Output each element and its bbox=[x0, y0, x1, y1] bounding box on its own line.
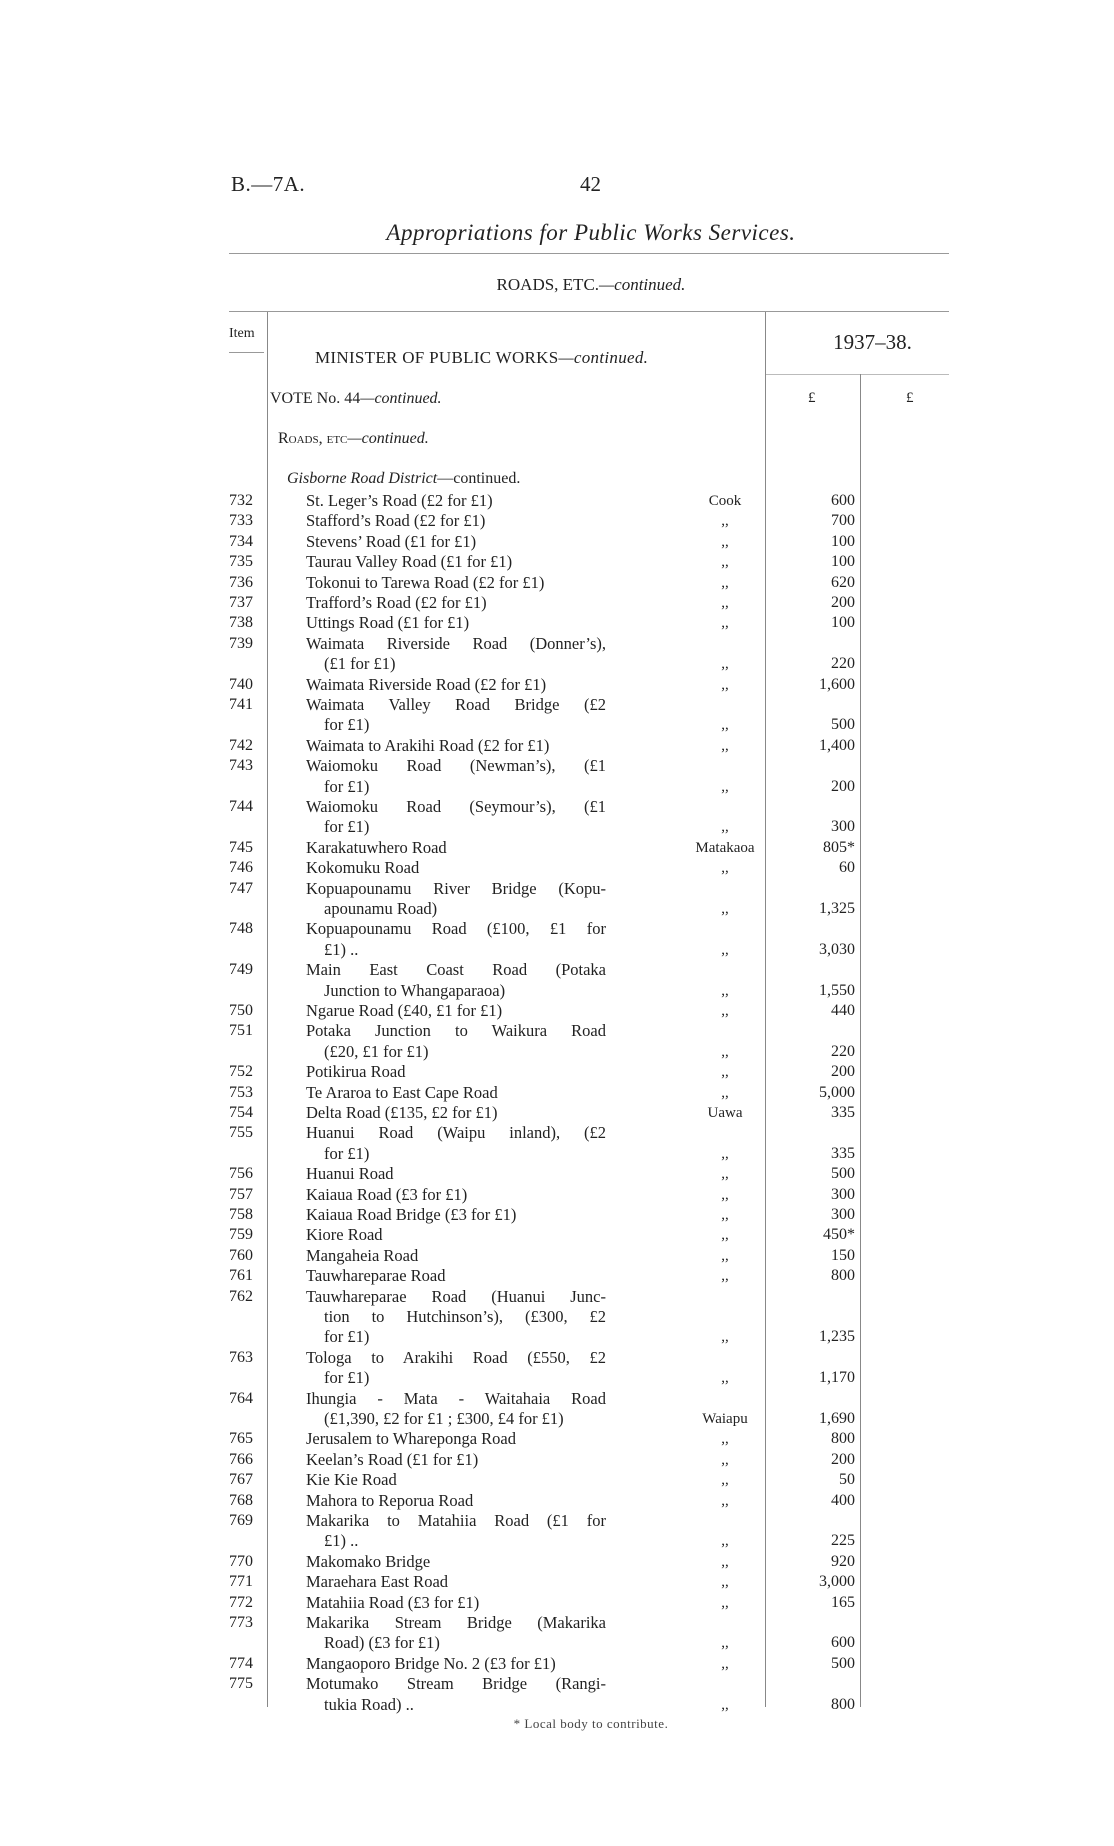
amount: 1,235 bbox=[819, 1328, 855, 1346]
description-line: Waimata to Arakihi Road (£2 for £1) bbox=[306, 735, 550, 755]
description-line: Tauwhareparae Road (Huanui Junc- bbox=[306, 1286, 606, 1306]
item-number: 770 bbox=[229, 1552, 253, 1570]
county: ,, bbox=[721, 778, 729, 795]
item-number: 739 bbox=[229, 634, 253, 652]
county: ,, bbox=[721, 1370, 729, 1387]
county: ,, bbox=[721, 737, 729, 754]
item-description bbox=[306, 1287, 606, 1348]
item-number: 758 bbox=[229, 1206, 253, 1223]
item-description bbox=[306, 1450, 606, 1470]
county: ,, bbox=[721, 1431, 729, 1448]
county: ,, bbox=[721, 1553, 729, 1570]
item-description bbox=[306, 879, 606, 920]
description-line: tion to Hutchinson’s), (£300, £2 bbox=[324, 1306, 606, 1326]
amount: 165 bbox=[831, 1593, 855, 1611]
description-line: St. Leger’s Road (£2 for £1) bbox=[306, 491, 493, 510]
item-number: 749 bbox=[229, 961, 253, 979]
description-line: tukia Road) .. bbox=[324, 1694, 414, 1714]
amount: 600 bbox=[831, 492, 855, 509]
title-rule bbox=[229, 253, 949, 254]
item-description bbox=[306, 736, 606, 756]
amount: 200 bbox=[831, 1450, 855, 1468]
item-number: 748 bbox=[229, 920, 253, 938]
item-number: 769 bbox=[229, 1512, 253, 1529]
amount: 100 bbox=[831, 553, 855, 571]
description-line: Makarika Stream Bridge (Makarika bbox=[306, 1613, 606, 1632]
description-line: Potaka Junction to Waikura Road bbox=[306, 1021, 606, 1041]
description-line: for £1) bbox=[324, 1368, 370, 1388]
item-description bbox=[306, 1001, 606, 1021]
description-line: Maraehara East Road bbox=[306, 1572, 449, 1592]
description-line: for £1) bbox=[324, 817, 370, 837]
item-number: 767 bbox=[229, 1471, 253, 1489]
roads-suffix: —continued. bbox=[347, 430, 429, 447]
description-line: Keelan’s Road (£1 for £1) bbox=[306, 1449, 479, 1469]
item-description bbox=[306, 1552, 606, 1572]
county: ,, bbox=[721, 656, 729, 673]
amount: 1,325 bbox=[819, 900, 855, 917]
county: ,, bbox=[721, 1084, 729, 1101]
item-description bbox=[306, 634, 606, 675]
county: ,, bbox=[721, 819, 729, 836]
county: Uawa bbox=[707, 1105, 743, 1121]
county: ,, bbox=[721, 1247, 729, 1264]
county: ,, bbox=[721, 1533, 729, 1550]
item-description bbox=[306, 532, 606, 552]
amount: 100 bbox=[831, 532, 855, 550]
item-number: 736 bbox=[229, 573, 253, 591]
footnote: * Local body to contribute. bbox=[513, 1716, 669, 1731]
description-line: Tologa to Arakihi Road (£550, £2 bbox=[306, 1347, 606, 1367]
item-description bbox=[306, 1389, 606, 1430]
roads-subheading bbox=[278, 430, 429, 448]
amount: 3,030 bbox=[819, 940, 855, 958]
item-number: 746 bbox=[229, 859, 253, 877]
description-line: Kopuapounamu Road (£100, £1 for bbox=[306, 919, 606, 939]
amount: 335 bbox=[831, 1144, 855, 1162]
county: ,, bbox=[721, 1227, 729, 1244]
amount: 1,400 bbox=[819, 736, 855, 754]
description-line: Waimata Valley Road Bridge (£2 bbox=[306, 695, 606, 714]
description-line: Kie Kie Road bbox=[306, 1470, 397, 1490]
roads-label: Roads, etc bbox=[278, 430, 348, 447]
item-number: 762 bbox=[229, 1287, 253, 1305]
item-description bbox=[306, 797, 606, 838]
item-number: 756 bbox=[229, 1165, 253, 1183]
item-number: 740 bbox=[229, 675, 253, 693]
item-description bbox=[306, 1205, 606, 1225]
description-line: Kaiaua Road Bridge (£3 for £1) bbox=[306, 1205, 517, 1224]
item-description bbox=[306, 593, 606, 613]
description-line: Main East Coast Road (Potaka bbox=[306, 960, 606, 980]
table-top-rule bbox=[229, 311, 949, 312]
year-column-header: 1937–38. bbox=[833, 330, 912, 354]
pound-column-2: £ bbox=[906, 390, 914, 406]
item-number: 745 bbox=[229, 838, 253, 856]
description-line: Delta Road (£135, £2 for £1) bbox=[306, 1103, 498, 1122]
amount: 700 bbox=[831, 512, 855, 530]
item-description bbox=[306, 511, 606, 531]
amount: 1,600 bbox=[819, 675, 855, 693]
amount: 800 bbox=[831, 1695, 855, 1713]
item-description bbox=[306, 1062, 606, 1082]
county: Waiapu bbox=[702, 1411, 748, 1427]
item-number: 759 bbox=[229, 1226, 253, 1244]
county: ,, bbox=[721, 1003, 729, 1019]
description-line: Makomako Bridge bbox=[306, 1551, 431, 1571]
amount: 1,170 bbox=[819, 1369, 855, 1387]
county: ,, bbox=[721, 1492, 729, 1509]
amount: 600 bbox=[831, 1634, 855, 1652]
year-header-rule bbox=[765, 374, 949, 375]
item-description bbox=[306, 695, 606, 736]
description-line: Uttings Road (£1 for £1) bbox=[306, 613, 470, 633]
description-line: Stafford’s Road (£2 for £1) bbox=[306, 511, 486, 531]
description-line: Taurau Valley Road (£1 for £1) bbox=[306, 552, 513, 572]
amount: 60 bbox=[839, 859, 855, 877]
item-number: 755 bbox=[229, 1124, 253, 1142]
page-title: Appropriations for Public Works Services. bbox=[386, 220, 796, 245]
minister-label: MINISTER OF PUBLIC WORKS bbox=[315, 348, 559, 367]
amount: 100 bbox=[831, 614, 855, 632]
item-number: 735 bbox=[229, 553, 253, 571]
item-number: 765 bbox=[229, 1430, 253, 1448]
description-line: £1) .. bbox=[324, 1531, 359, 1551]
item-description bbox=[306, 919, 606, 960]
item-number: 750 bbox=[229, 1002, 253, 1019]
amount: 1,690 bbox=[819, 1410, 855, 1427]
item-number: 772 bbox=[229, 1593, 253, 1611]
amount: 150 bbox=[831, 1246, 855, 1264]
description-line: Te Araroa to East Cape Road bbox=[306, 1082, 498, 1102]
county: ,, bbox=[721, 595, 729, 611]
description-line: Potikirua Road bbox=[306, 1062, 406, 1082]
amount: 920 bbox=[831, 1552, 855, 1570]
county: ,, bbox=[721, 676, 729, 693]
description-line: Waimata Riverside Road (£2 for £1) bbox=[306, 674, 547, 694]
county: ,, bbox=[721, 1635, 729, 1652]
description-line: Waimata Riverside Road (Donner’s), bbox=[306, 633, 606, 653]
item-description bbox=[306, 1348, 606, 1389]
county: ,, bbox=[721, 513, 729, 530]
item-number: 763 bbox=[229, 1348, 253, 1366]
item-number: 742 bbox=[229, 736, 253, 754]
description-line: Makarika to Matahiia Road (£1 for bbox=[306, 1511, 606, 1530]
item-description bbox=[306, 1266, 606, 1286]
item-description bbox=[306, 1246, 606, 1266]
description-line: Tokonui to Tarewa Road (£2 for £1) bbox=[306, 572, 545, 592]
amount: 1,550 bbox=[819, 981, 855, 999]
item-description bbox=[306, 1572, 606, 1592]
county: ,, bbox=[721, 554, 729, 571]
item-description bbox=[306, 1511, 606, 1552]
vote-heading bbox=[270, 390, 442, 408]
county: ,, bbox=[721, 717, 729, 734]
description-line: Huanui Road bbox=[306, 1164, 394, 1184]
item-number: 751 bbox=[229, 1022, 253, 1040]
section-suffix: —continued. bbox=[599, 275, 686, 294]
description-line: Trafford’s Road (£2 for £1) bbox=[306, 593, 487, 612]
amount: 220 bbox=[831, 655, 855, 673]
county: ,, bbox=[721, 1329, 729, 1346]
item-number: 753 bbox=[229, 1083, 253, 1101]
amount: 500 bbox=[831, 716, 855, 734]
county: ,, bbox=[721, 533, 729, 550]
item-number: 733 bbox=[229, 512, 253, 530]
item-number: 761 bbox=[229, 1267, 253, 1285]
item-description bbox=[306, 1491, 606, 1511]
district-heading bbox=[287, 470, 520, 488]
description-line: Matahiia Road (£3 for £1) bbox=[306, 1592, 480, 1612]
item-description bbox=[306, 756, 606, 797]
item-number: 738 bbox=[229, 614, 253, 632]
county: ,, bbox=[721, 982, 729, 999]
description-line: Huanui Road (Waipu inland), (£2 bbox=[306, 1123, 606, 1143]
county: ,, bbox=[721, 1064, 729, 1081]
county: ,, bbox=[721, 1655, 729, 1672]
item-description bbox=[306, 1674, 606, 1715]
item-description bbox=[306, 675, 606, 695]
item-number: 757 bbox=[229, 1185, 253, 1203]
item-number: 752 bbox=[229, 1063, 253, 1081]
county: ,, bbox=[721, 1594, 729, 1611]
section-title bbox=[0, 275, 1114, 295]
county: ,, bbox=[721, 901, 729, 917]
item-description bbox=[306, 1225, 606, 1245]
item-description bbox=[306, 491, 606, 511]
amount: 805* bbox=[823, 838, 855, 856]
item-description bbox=[306, 858, 606, 878]
district-label: Gisborne Road District bbox=[287, 470, 438, 487]
item-number: 747 bbox=[229, 879, 253, 897]
county: ,, bbox=[721, 860, 729, 877]
item-description bbox=[306, 960, 606, 1001]
amount: 200 bbox=[831, 594, 855, 611]
item-number: 743 bbox=[229, 757, 253, 775]
description-line: Kopuapounamu River Bridge (Kopu- bbox=[306, 878, 606, 898]
county: ,, bbox=[721, 1472, 729, 1489]
item-number: 773 bbox=[229, 1614, 253, 1631]
amount-column-mid-rule bbox=[860, 374, 861, 1707]
document-code: B.—7A. bbox=[231, 172, 306, 196]
item-description bbox=[306, 1021, 606, 1062]
description-line: Tauwhareparae Road bbox=[306, 1266, 446, 1286]
county: ,, bbox=[721, 615, 729, 632]
item-description bbox=[306, 1470, 606, 1490]
item-description bbox=[306, 1083, 606, 1103]
description-line: Road) (£3 for £1) bbox=[324, 1633, 440, 1653]
item-description bbox=[306, 573, 606, 593]
amount: 335 bbox=[831, 1104, 855, 1121]
description-line: Karakatuwhero Road bbox=[306, 837, 447, 857]
item-description bbox=[306, 613, 606, 633]
item-number: 741 bbox=[229, 696, 253, 713]
item-description bbox=[306, 1123, 606, 1164]
description-line: £1) .. bbox=[324, 939, 359, 959]
item-number: 754 bbox=[229, 1104, 253, 1121]
description-line: (£1 for £1) bbox=[324, 654, 396, 674]
item-description bbox=[306, 552, 606, 572]
item-description bbox=[306, 1103, 606, 1123]
description-line: Waiomoku Road (Seymour’s), (£1 bbox=[306, 797, 606, 816]
description-line: (£20, £1 for £1) bbox=[324, 1041, 429, 1061]
county: ,, bbox=[721, 1268, 729, 1285]
pound-column-1: £ bbox=[808, 390, 816, 406]
amount: 200 bbox=[831, 777, 855, 795]
amount: 200 bbox=[831, 1063, 855, 1081]
description-line: Junction to Whangaparaoa) bbox=[324, 980, 506, 1000]
item-number: 774 bbox=[229, 1654, 253, 1672]
description-line: Kiore Road bbox=[306, 1225, 383, 1245]
item-number: 771 bbox=[229, 1573, 253, 1591]
item-number: 764 bbox=[229, 1389, 253, 1407]
item-number: 744 bbox=[229, 798, 253, 815]
county: ,, bbox=[721, 1451, 729, 1468]
description-line: Stevens’ Road (£1 for £1) bbox=[306, 531, 477, 551]
amount: 50 bbox=[839, 1471, 855, 1489]
amount: 300 bbox=[831, 1185, 855, 1203]
page-number: 42 bbox=[580, 172, 601, 196]
description-line: Mangaheia Road bbox=[306, 1245, 419, 1265]
county: ,, bbox=[721, 1186, 729, 1203]
description-line: Mangaoporo Bridge No. 2 (£3 for £1) bbox=[306, 1653, 556, 1673]
item-number: 737 bbox=[229, 594, 253, 611]
description-line: Jerusalem to Whareponga Road bbox=[306, 1429, 517, 1449]
county: ,, bbox=[721, 1696, 729, 1713]
county: ,, bbox=[721, 1043, 729, 1060]
description-line: Mahora to Reporua Road bbox=[306, 1490, 474, 1510]
description-line: apounamu Road) bbox=[324, 898, 438, 918]
description-line: Kaiaua Road (£3 for £1) bbox=[306, 1184, 468, 1204]
description-line: (£1,390, £2 for £1 ; £300, £4 for £1) bbox=[324, 1408, 564, 1428]
amount: 3,000 bbox=[819, 1573, 855, 1591]
description-line: for £1) bbox=[324, 1143, 370, 1163]
section-label: ROADS, ETC. bbox=[496, 275, 600, 294]
item-description bbox=[306, 838, 606, 858]
item-number: 732 bbox=[229, 492, 253, 509]
description-line: for £1) bbox=[324, 1327, 370, 1347]
description-line: Waiomoku Road (Newman’s), (£1 bbox=[306, 756, 606, 776]
item-header-rule bbox=[229, 352, 264, 353]
description-line: for £1) bbox=[324, 776, 370, 796]
amount: 300 bbox=[831, 818, 855, 836]
minister-suffix: —continued. bbox=[558, 348, 649, 367]
item-number: 768 bbox=[229, 1491, 253, 1509]
item-number: 734 bbox=[229, 532, 253, 550]
amount: 400 bbox=[831, 1491, 855, 1509]
vote-label: VOTE No. 44 bbox=[270, 390, 361, 407]
amount: 500 bbox=[831, 1165, 855, 1183]
amount: 220 bbox=[831, 1042, 855, 1060]
county: Matakaoa bbox=[695, 839, 755, 856]
item-number: 766 bbox=[229, 1450, 253, 1468]
district-suffix: —continued. bbox=[437, 470, 521, 487]
item-description bbox=[306, 1185, 606, 1205]
county: ,, bbox=[721, 941, 729, 958]
item-column-header: Item bbox=[229, 326, 255, 341]
description-line: for £1) bbox=[324, 715, 370, 735]
county: Cook bbox=[708, 493, 742, 509]
amount: 225 bbox=[831, 1532, 855, 1550]
county: ,, bbox=[721, 1145, 729, 1162]
description-line: Ngarue Road (£40, £1 for £1) bbox=[306, 1001, 503, 1020]
county: ,, bbox=[721, 574, 729, 591]
item-number: 760 bbox=[229, 1246, 253, 1264]
vote-suffix: —continued. bbox=[360, 390, 442, 407]
description-line: Ihungia - Mata - Waitahaia Road bbox=[306, 1388, 606, 1408]
county: ,, bbox=[721, 1207, 729, 1223]
minister-heading bbox=[315, 348, 648, 368]
item-description bbox=[306, 1613, 606, 1654]
county: ,, bbox=[721, 1166, 729, 1183]
item-description bbox=[306, 1164, 606, 1184]
amount: 450* bbox=[823, 1226, 855, 1244]
description-line: Motumako Stream Bridge (Rangi- bbox=[306, 1674, 606, 1694]
amount: 5,000 bbox=[819, 1083, 855, 1101]
amount: 800 bbox=[831, 1430, 855, 1448]
item-description bbox=[306, 1593, 606, 1613]
item-number: 775 bbox=[229, 1675, 253, 1693]
item-column-rule bbox=[267, 312, 268, 1707]
item-description bbox=[306, 1654, 606, 1674]
county: ,, bbox=[721, 1574, 729, 1591]
amount: 800 bbox=[831, 1267, 855, 1285]
amount: 500 bbox=[831, 1654, 855, 1672]
description-line: Kokomuku Road bbox=[306, 858, 420, 878]
amount: 440 bbox=[831, 1002, 855, 1019]
amount: 300 bbox=[831, 1206, 855, 1223]
amount: 620 bbox=[831, 573, 855, 591]
item-description bbox=[306, 1429, 606, 1449]
